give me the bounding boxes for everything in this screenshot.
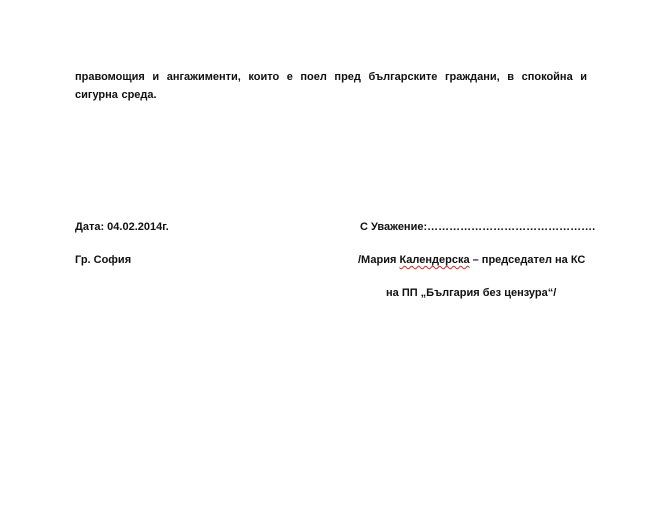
signatory-prefix: /Мария (358, 254, 400, 266)
signatory-line (358, 253, 585, 267)
party-line: на ПП „България без цензура“/ (386, 287, 557, 299)
signatory-surname: Календерска (399, 254, 470, 266)
respect-signature-line: С Уважение:………………………………………. (360, 221, 596, 233)
city-line: Гр. София (75, 254, 132, 266)
closing-paragraph: правомощия и ангажименти, които е поел пред българските граждани, в спокойна и сигурна среда. (75, 71, 587, 101)
signatory-role: – председател на КС (469, 254, 586, 266)
date-line: Дата: 04.02.2014г. (75, 221, 169, 233)
